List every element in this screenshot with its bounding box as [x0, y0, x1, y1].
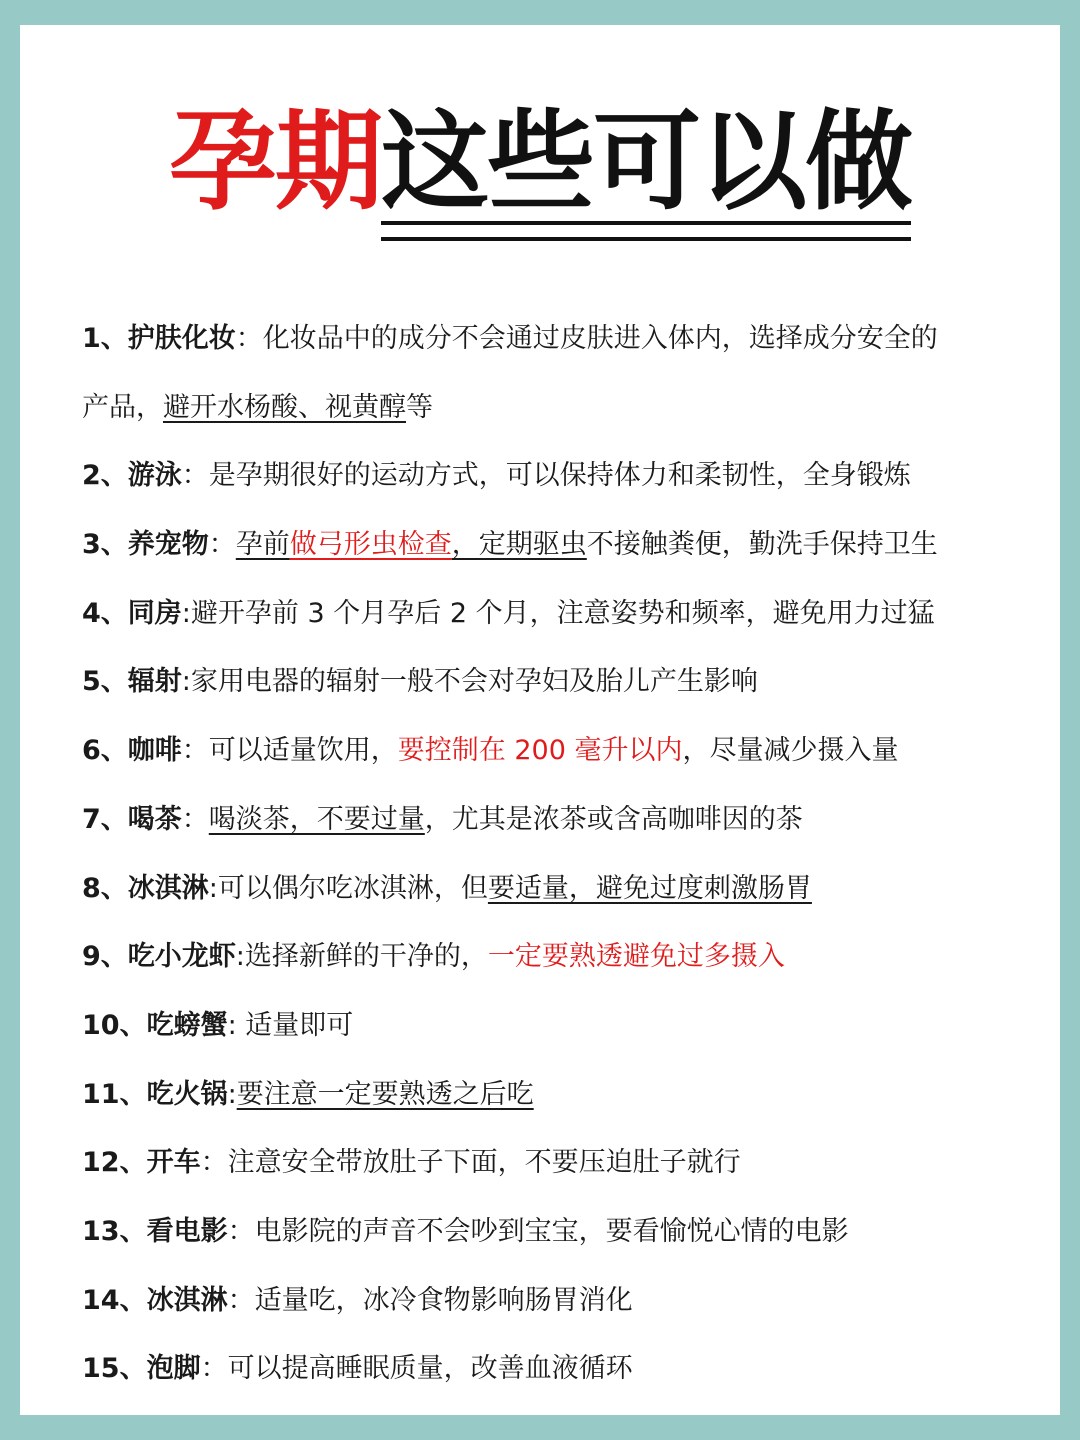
item-separator: ： [227, 1215, 255, 1247]
item-text: 选择新鲜的干净的， [244, 941, 488, 973]
item-text: 注意安全带放肚子下面，不要压迫肚子就行 [227, 1147, 741, 1179]
list-item [82, 305, 1042, 374]
item-separator: : [181, 597, 191, 629]
item-number: 15、 [82, 1353, 147, 1385]
item-number: 11、 [82, 1078, 147, 1110]
item-heading: 泡脚 [146, 1353, 201, 1385]
item-text: 适量即可 [236, 1009, 354, 1041]
item-underlined-text: 喝淡茶，不要过量 [208, 803, 425, 835]
item-separator: ： [181, 803, 209, 835]
item-separator: ： [200, 1353, 228, 1385]
item-separator: ： [235, 323, 263, 354]
list-item [82, 511, 1042, 580]
item-text: ，尤其是浓茶或含高咖啡因的茶 [424, 803, 803, 835]
item-number: 1、 [82, 323, 128, 354]
item-heading: 护肤化妆 [127, 323, 236, 354]
item-number: 9、 [82, 941, 128, 973]
item-number: 3、 [82, 529, 128, 561]
item-number: 5、 [82, 666, 128, 698]
item-separator: ： [181, 735, 209, 767]
title-black-part: 这些可以做 [381, 100, 912, 225]
item-underlined-text: 要适量，避免过度刺激肠胃 [487, 872, 812, 904]
item-heading: 吃螃蟹 [146, 1009, 228, 1041]
item-separator: : [227, 1078, 237, 1110]
list-item [82, 1198, 1042, 1267]
item-number: 12、 [82, 1147, 147, 1179]
item-number: 10、 [82, 1009, 147, 1041]
list-item [82, 442, 1042, 511]
item-highlight-text: 一定要熟透避免过多摄入 [487, 941, 785, 973]
item-number: 2、 [82, 460, 128, 492]
item-text: 不接触粪便，勤洗手保持卫生 [586, 529, 938, 561]
item-text: 电影院的声音不会吵到宝宝，要看愉悦心情的电影 [254, 1215, 849, 1247]
list-item [82, 992, 1042, 1061]
item-separator: ： [208, 529, 236, 561]
item-heading: 游泳 [127, 460, 182, 492]
content-card [20, 25, 1060, 1415]
tips-list [82, 305, 1042, 1404]
item-text: 等 [406, 391, 433, 423]
item-underlined-text: 要注意一定要熟透之后吃 [236, 1078, 534, 1110]
item-heading: 冰淇淋 [146, 1284, 228, 1316]
item-text: 可以提高睡眠质量，改善血液循环 [227, 1353, 633, 1385]
list-item [82, 1061, 1042, 1130]
list-item [82, 786, 1042, 855]
item-text: 家用电器的辐射一般不会对孕妇及胎儿产生影响 [190, 666, 758, 698]
item-underlined-text: 孕前 [235, 529, 290, 561]
item-separator: ： [200, 1147, 228, 1179]
item-heading: 冰淇淋 [127, 872, 209, 904]
list-item [82, 855, 1042, 924]
item-text: 产品， [82, 391, 163, 423]
item-number: 6、 [82, 735, 128, 767]
item-heading: 咖啡 [127, 735, 182, 767]
item-number: 14、 [82, 1284, 147, 1316]
item-separator: : [181, 666, 191, 698]
item-text: ，尽量减少摄入量 [682, 735, 899, 767]
list-item [82, 1129, 1042, 1198]
item-separator: : [235, 941, 245, 973]
item-heading: 养宠物 [127, 529, 209, 561]
list-item [82, 717, 1042, 786]
item-text: 化妆品中的成分不会通过皮肤进入体内，选择成分安全的 [262, 323, 938, 354]
list-item [82, 923, 1042, 992]
item-number: 4、 [82, 597, 128, 629]
item-heading: 看电影 [146, 1215, 228, 1247]
item-separator: ： [227, 1284, 255, 1316]
list-item-continuation [82, 374, 1042, 443]
list-item [82, 580, 1042, 649]
title-red-part: 孕期 [168, 100, 381, 225]
item-heading: 同房 [127, 597, 182, 629]
item-text: 是孕期很好的运动方式，可以保持体力和柔韧性，全身锻炼 [208, 460, 911, 492]
item-underlined-text: ，定期驱虫 [451, 529, 587, 561]
item-text: 适量吃，冰冷食物影响肠胃消化 [254, 1284, 633, 1316]
list-item [82, 1335, 1042, 1404]
item-separator: : [208, 872, 218, 904]
page-title [20, 100, 1060, 225]
item-heading: 喝茶 [127, 803, 182, 835]
item-text: 避开孕前 3 个月孕后 2 个月，注意姿势和频率，避免用力过猛 [190, 597, 935, 629]
item-separator: ： [181, 460, 209, 492]
item-heading: 吃火锅 [146, 1078, 228, 1110]
item-underlined-text: 避开水杨酸、视黄醇 [163, 391, 406, 423]
item-number: 13、 [82, 1215, 147, 1247]
list-item [82, 648, 1042, 717]
item-separator: : [227, 1009, 237, 1041]
list-item [82, 1267, 1042, 1336]
item-heading: 吃小龙虾 [127, 941, 236, 973]
item-number: 8、 [82, 872, 128, 904]
item-text: 可以适量饮用， [208, 735, 398, 767]
item-highlight-text: 做弓形虫检查 [289, 529, 452, 561]
item-highlight-text: 要控制在 200 毫升以内 [397, 735, 683, 767]
item-number: 7、 [82, 803, 128, 835]
item-text: 可以偶尔吃冰淇淋，但 [217, 872, 488, 904]
item-heading: 开车 [146, 1147, 201, 1179]
item-heading: 辐射 [127, 666, 182, 698]
